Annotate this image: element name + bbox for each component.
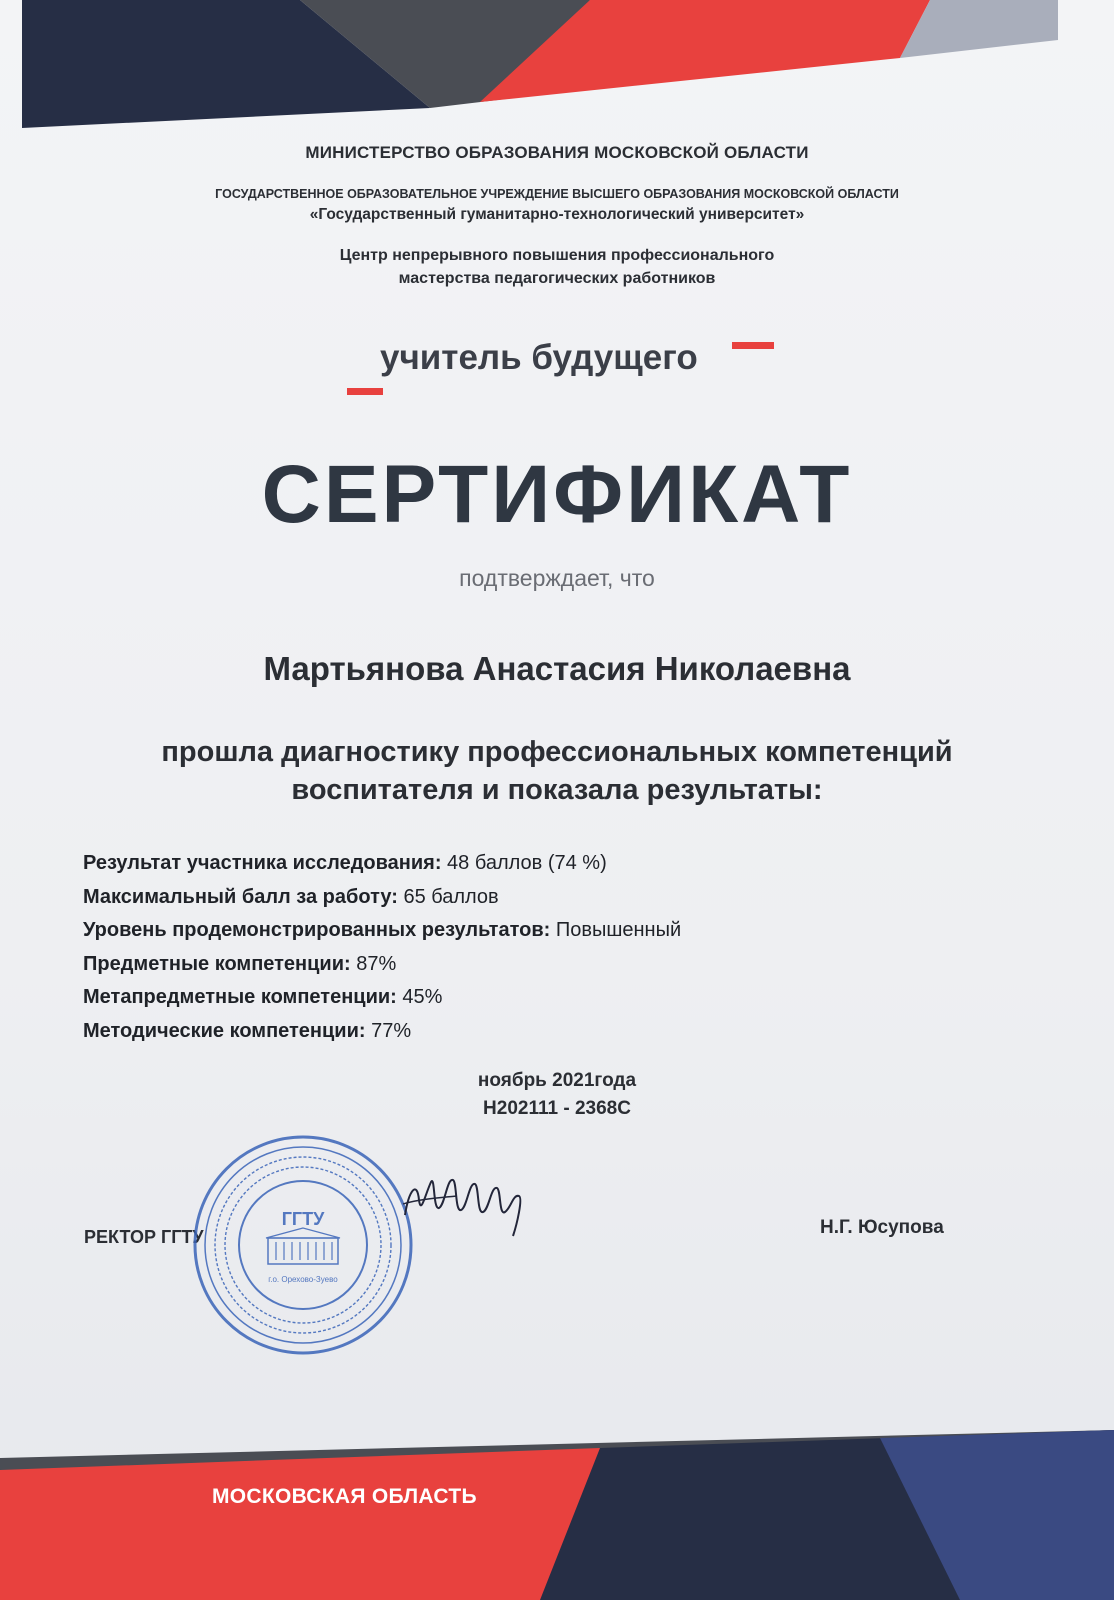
rector-label: РЕКТОР ГГТУ <box>84 1227 204 1247</box>
result-value: 77% <box>365 1019 412 1042</box>
result-row <box>83 1020 681 1054</box>
result-label: Метапредметные компетенции: <box>83 986 397 1008</box>
center-name-line-2: мастерства педагогических работников <box>398 270 716 287</box>
result-value: 87% <box>350 952 397 975</box>
ministry-name: МИНИСТЕРСТВО ОБРАЗОВАНИЯ МОСКОВСКОЙ ОБЛАСТИ <box>305 143 809 162</box>
region-label: МОСКОВСКАЯ ОБЛАСТЬ <box>212 1485 477 1508</box>
result-value: 65 баллов <box>397 885 499 908</box>
stamp-center-text: ГГТУ <box>281 1209 325 1229</box>
issue-date: ноябрь 2021года <box>477 1070 637 1091</box>
top-decor-band <box>0 0 1114 140</box>
result-value: 45% <box>396 986 443 1008</box>
center-name-line-1: Центр непрерывного повышения профессионального <box>339 247 775 264</box>
results-list <box>83 852 681 1053</box>
recipient-name: Мартьянова Анастасия Николаевна <box>263 650 851 687</box>
center-name <box>0 244 1114 290</box>
result-row <box>83 986 681 1020</box>
achievement-text <box>0 733 1114 809</box>
official-stamp <box>188 1130 418 1360</box>
achievement-line-1: прошла диагностику профессиональных компетенций <box>161 736 953 768</box>
stamp-city: г.о. Орехово-Зуево <box>268 1275 338 1284</box>
result-row <box>83 886 681 920</box>
result-value: Повышенный <box>550 919 682 941</box>
rector-signature <box>395 1160 535 1240</box>
result-row <box>83 852 681 886</box>
certificate-title: СЕРТИФИКАТ <box>261 449 853 540</box>
rector-name: Н.Г. Юсупова <box>820 1217 944 1238</box>
result-row <box>83 919 681 953</box>
result-label: Уровень продемонстрированных результатов: <box>83 919 551 941</box>
result-label: Результат участника исследования: <box>83 852 442 874</box>
confirms-text: подтверждает, что <box>459 565 655 591</box>
certificate-code: Н202111 - 2368С <box>483 1098 631 1119</box>
result-label: Предметные компетенции: <box>83 952 351 975</box>
result-value: 48 баллов (74 %) <box>441 852 607 874</box>
result-label: Максимальный балл за работу: <box>83 885 398 908</box>
teacher-of-future-logo <box>345 330 775 405</box>
achievement-line-2: воспитателя и показала результаты: <box>291 774 823 806</box>
logo-text: учитель будущего <box>380 338 698 377</box>
institution-type: ГОСУДАРСТВЕННОЕ ОБРАЗОВАТЕЛЬНОЕ УЧРЕЖДЕНИЕ ВЫСШЕГО ОБРАЗОВАНИЯ МОСКОВСКОЙ ОБЛАСТИ <box>215 187 899 201</box>
result-label: Методические компетенции: <box>83 1019 366 1042</box>
university-name: «Государственный гуманитарно-технологический университет» <box>309 206 805 223</box>
logo-accent-bottom <box>347 388 383 395</box>
logo-accent-top <box>732 342 774 349</box>
result-row <box>83 953 681 987</box>
bottom-decor-band <box>0 1430 1114 1600</box>
